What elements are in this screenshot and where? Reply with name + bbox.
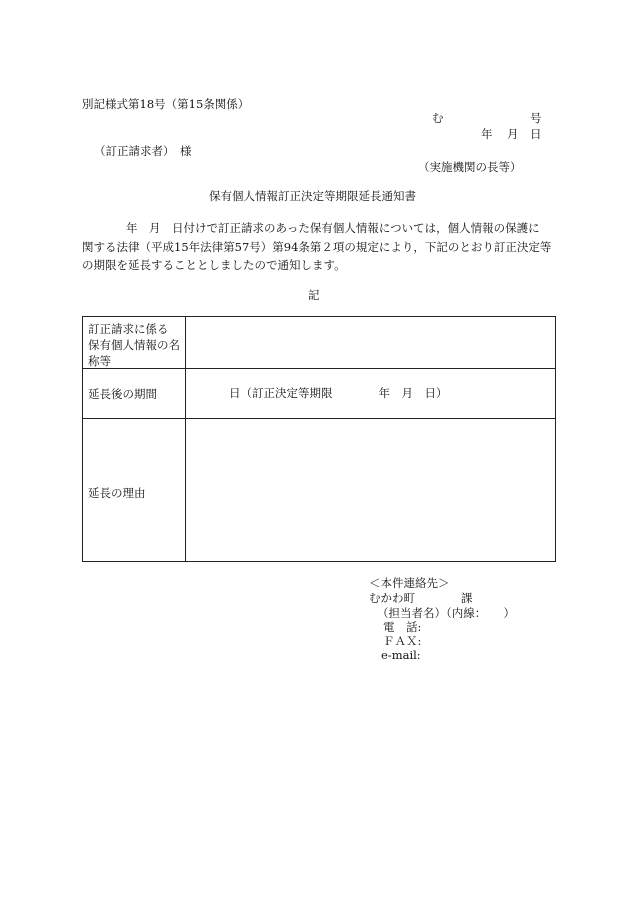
details-table [82, 316, 556, 562]
body-line-3: の期限を延長することとしましたので通知します。 [82, 258, 346, 272]
sender: （実施機関の長等） [418, 160, 522, 174]
date-year: 年 [481, 127, 493, 141]
document-title: 保有個人情報訂正決定等期限延長通知書 [209, 189, 416, 203]
request-info-label-line-2: 保有個人情報の名 [88, 338, 180, 352]
extension-reason-label: 延長の理由 [88, 486, 146, 500]
contact-dept: むかわ町 課 [369, 591, 473, 605]
recipient-honorific: 様 [180, 144, 192, 158]
extended-period-value: 日（訂正決定等期限 年 月 日） [229, 386, 448, 400]
table-row-extension-reason [83, 419, 555, 563]
request-info-label-line-3: 称等 [88, 354, 111, 368]
body-paragraph [82, 219, 560, 275]
date-month: 月 [507, 127, 519, 141]
contact-heading: ＜本件連絡先＞ [369, 576, 450, 590]
doc-number-prefix: む [432, 111, 444, 125]
body-line-1: 年 月 日付けで訂正請求のあった保有個人情報については，個人情報の保護に [126, 221, 540, 235]
recipient-label: （訂正請求者） [94, 144, 175, 158]
table-row-request-info [83, 317, 555, 369]
table-row-extended-period [83, 369, 555, 419]
ki-marker: 記 [308, 288, 320, 302]
contact-tel: 電 話: [383, 620, 422, 634]
date-day: 日 [530, 127, 542, 141]
contact-fax: ＦＡＸ: [383, 634, 422, 648]
form-id: 別記様式第18号（第15条関係） [82, 97, 250, 111]
extended-period-label: 延長後の期間 [88, 387, 157, 401]
contact-person: （担当者名）（内線： ） [377, 606, 515, 620]
request-info-label [88, 321, 180, 369]
contact-email: e-mail: [381, 648, 421, 662]
body-line-2: 関する法律（平成15年法律第57号）第94条第２項の規定により，下記のとおり訂正決定等 [82, 239, 552, 254]
request-info-label-line-1: 訂正請求に係る [88, 322, 169, 336]
doc-number-suffix: 号 [530, 111, 542, 125]
